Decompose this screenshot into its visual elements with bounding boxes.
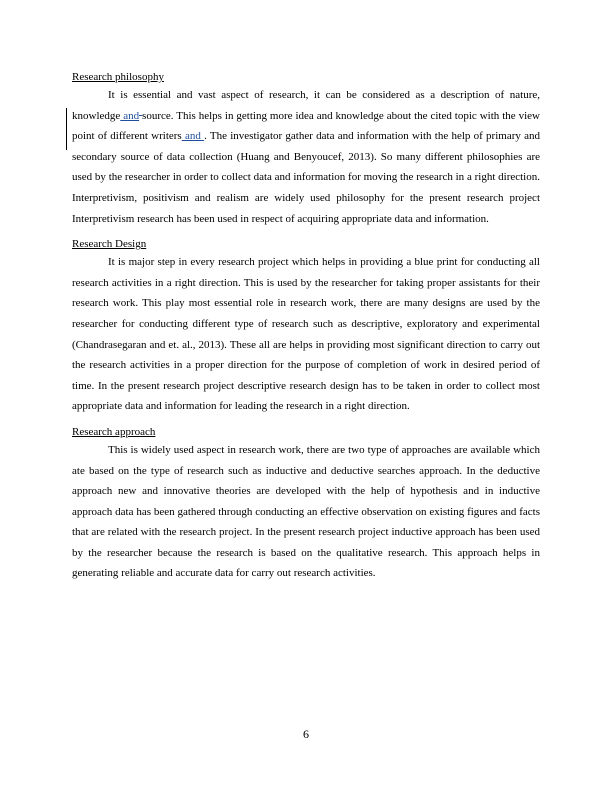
- page-number: 6: [303, 727, 309, 741]
- paragraph-research-design: It is major step in every research project which helps in providing a blue print for conducting all research activities in a right direction. This is used by the researcher for taking proper assistants for their research work. This play most essential role in research work, there are many designs are used by the researcher for conducting different type of research such as descriptive, exploratory and experimental (Chandrasegaran and et. al., 2013). These all are helps in providing most significant direction to carry out the research activities in a proper direction for the purpose of completion of work in desired period of time. In the present research project descriptive research design has to be taken in order to collect most appropriate data and information for leading the research in a right direction.: [72, 256, 540, 413]
- heading-research-approach: Research approach: [72, 425, 156, 438]
- text-run: . The investigator gather data and information with the help of primary and secondary source of data collection (Huang and Benyoucef, 2013). So many different philosophies are used by the researcher in order to collect data and information for moving the research in a right direction. Interpretivism, positivism and realism are widely used philosophy for the present research project Interpretivism research has been used in respect of acquiring appropriate data and information.: [72, 130, 540, 225]
- track-change-bar: [66, 108, 67, 150]
- paragraph-research-philosophy: [72, 85, 540, 229]
- tracked-insertion[interactable]: and: [120, 109, 140, 122]
- text-run: It is essential and vast aspect of research, it can be considered as a description of nature, knowledge: [72, 89, 540, 122]
- text-run: source. This helps in getting more idea and knowledge about the cited topic with the view point of different writers: [72, 109, 541, 143]
- heading-research-design: Research Design: [72, 238, 147, 251]
- document-page: [72, 70, 540, 592]
- paragraph-research-approach: This is widely used aspect in research work, there are two type of approaches are available which ate based on the type of research such as inductive and deductive searches approach. In the deductive approach new and innovative theories are developed with the help of hypothesis and in inductive approach data has been gathered through conducting an effective observation on existing figures and facts that are related with the research project. In the present research project inductive approach has been used by the researcher because the research is based on the qualitative research. This approach helps in generating reliable and accurate data for carry out research activities.: [72, 443, 540, 580]
- heading-research-philosophy: Research philosophy: [72, 71, 164, 83]
- tracked-insertion[interactable]: and: [181, 130, 205, 143]
